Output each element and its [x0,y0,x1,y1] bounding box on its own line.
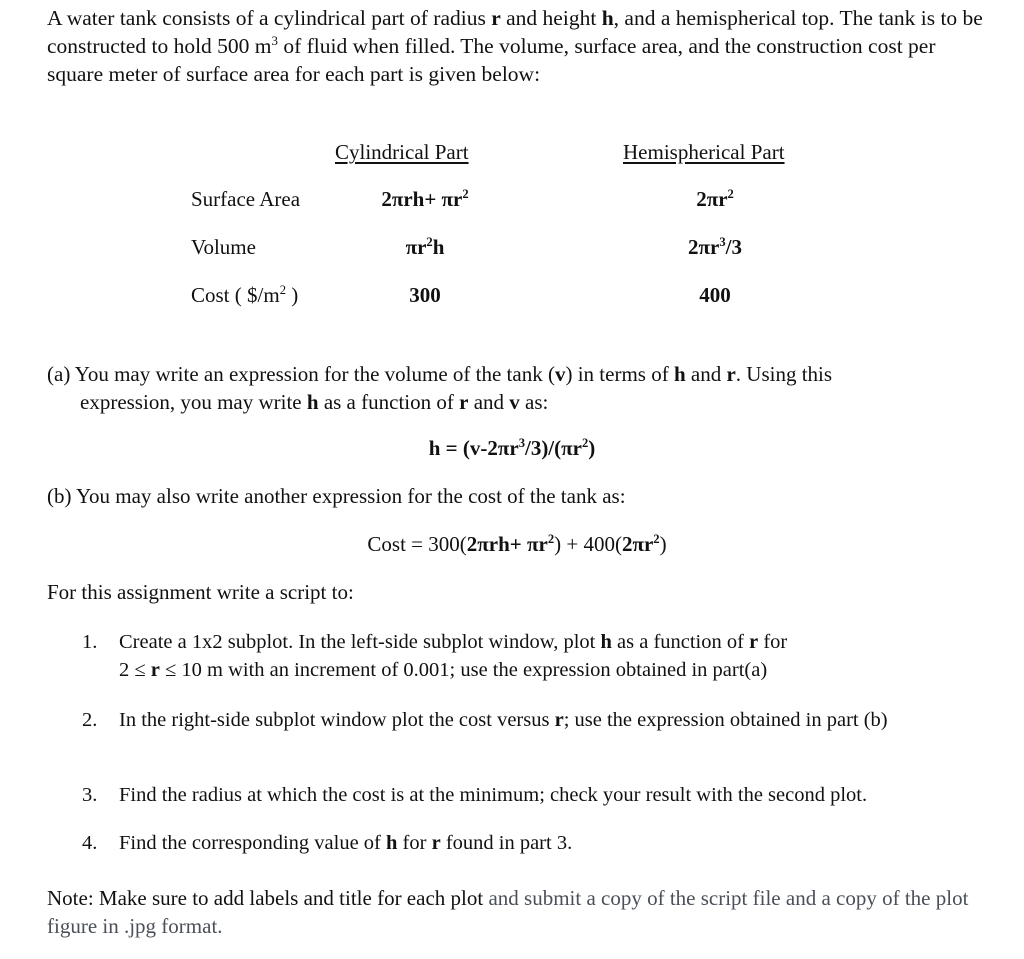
list-item-1-text [119,628,969,684]
part-a-text-7: and [468,390,510,414]
intro-text-4: of fluid when filled. The volume, surface area, and the construction cost per square meter of surface area for each part is given below: [47,34,936,86]
cost-label-exponent: 2 [279,283,286,297]
step4-text-1: Find the corresponding value of [119,832,387,854]
part-a-line-1 [47,360,947,388]
part-a-text-4: . Using this [735,362,833,386]
eq-h-text-1: h = (v-2πr [428,436,519,460]
step1-var-r2: r [150,659,160,681]
cyl-surface-text: 2πrh+ πr [381,187,463,211]
list-item-1-number: 1. [82,631,98,653]
part-a-var-v2: v [509,390,520,414]
hemi-volume-text: 2πr [688,235,720,259]
intro-paragraph [47,4,987,88]
row-label-surface-area: Surface Area [191,187,301,211]
cyl-volume-exp: 2 [426,235,433,249]
cyl-surface-exp: 2 [462,187,469,201]
intro-text-1: A water tank consists of a cylindrical part of radius [47,6,492,30]
part-a-line-2 [47,388,947,416]
cyl-volume-h: h [432,235,445,259]
step2-text-1: In the right-side subplot window plot the cost versus [119,709,555,731]
eq-cost-exp-2: 2 [653,532,660,546]
list-item-3 [82,781,972,809]
hemi-volume-exp: 3 [719,235,726,249]
eq-cost-exp-1: 2 [547,532,555,546]
eq-h-exp-2: 2 [581,436,589,450]
cell-cyl-surface [340,187,510,212]
eq-h-text-2: /3)/(πr [524,436,582,460]
note-submission-text: and submit a copy of the script file and a copy of the plot figure in .jpg format. [47,886,969,938]
hemi-surface-exp: 2 [727,187,734,201]
part-a-var-r2: r [459,390,469,414]
list-item-3-text: Find the radius at which the cost is at the minimum; check your result with the second plot. [119,784,868,806]
intro-var-r: r [491,6,501,30]
intro-exponent: 3 [271,33,278,48]
note-text: Note: Make sure to add labels and title for each plot [47,886,489,910]
note-paragraph [47,884,997,940]
part-a-var-v: v [554,362,566,386]
cost-label-close: ) [285,283,299,307]
list-item-4-text [119,829,969,857]
step2-text-2: ; use the expression obtained in part (b) [563,709,888,731]
part-a-text-1: (a) You may write an expression for the volume of the tank ( [47,362,555,386]
header-cylindrical: Cylindrical Part [335,140,469,164]
list-item-4-number: 4. [82,832,98,854]
step1-var-h: h [600,631,612,653]
part-a-text-5: expression, you may write [80,390,307,414]
step4-var-h: h [386,832,398,854]
part-a-var-h2: h [306,390,319,414]
part-a-text-6: as a function of [318,390,460,414]
part-a-text-3: and [685,362,727,386]
step2-var-r: r [554,709,564,731]
part-a-var-r: r [726,362,736,386]
equation-h [0,436,1024,461]
hemi-volume-div: /3 [725,235,742,259]
step1-range-start: 2 ≤ [119,659,151,681]
hemi-surface-text: 2πr [696,187,728,211]
eq-h-text-3: ) [588,436,596,460]
list-item-2-text [119,706,969,734]
cyl-volume-text: πr [405,235,427,259]
list-item-3-number: 3. [82,784,98,806]
intro-text-3: , and a hemispherical top. The tank is to be constructed to hold 500 m [47,6,983,58]
step1-text-3: for [758,631,788,653]
step1-text-1: Create a 1x2 subplot. In the left-side subplot window, plot [119,631,601,653]
part-a-paragraph [47,360,947,416]
intro-text-2: and height [500,6,602,30]
cost-label-text: Cost ( $/m [191,283,280,307]
list-item-4 [82,829,972,857]
step4-text-2: for [397,832,432,854]
part-b-text: (b) You may also write another expression for the cost of the tank as: [47,484,626,508]
eq-cost-text-4: 2πr [621,532,654,556]
list-item-2 [82,706,972,762]
eq-cost-text-1: Cost = 300( [367,532,467,556]
cell-hemi-surface [630,187,800,212]
cell-cyl-volume [340,235,510,260]
list-item-2-number: 2. [82,709,98,731]
row-label-volume: Volume [191,235,256,259]
cell-hemi-cost: 400 [699,283,731,307]
eq-h-exp-1: 3 [518,436,525,450]
eq-cost-text-3: ) + 400( [554,532,622,556]
step1-range-end: ≤ 10 m with an increment of 0.001; use the expression obtained in part(a) [159,659,768,681]
assignment-intro: For this assignment write a script to: [47,580,354,604]
step1-var-r: r [749,631,759,653]
intro-var-h: h [601,6,614,30]
step4-text-3: found in part 3. [440,832,573,854]
part-a-text-8: as: [519,390,549,414]
list-item-1 [82,628,972,684]
eq-cost-text-2: 2πrh+ πr [466,532,548,556]
cell-cyl-cost: 300 [409,283,441,307]
part-a-var-h: h [673,362,686,386]
row-label-cost [191,283,298,308]
cell-hemi-volume [630,235,800,260]
header-hemispherical: Hemispherical Part [623,140,785,164]
step4-var-r: r [431,832,441,854]
part-a-text-2: ) in terms of [565,362,674,386]
step1-text-2: as a function of [611,631,750,653]
equation-cost [0,532,1024,557]
eq-cost-text-5: ) [659,532,667,556]
